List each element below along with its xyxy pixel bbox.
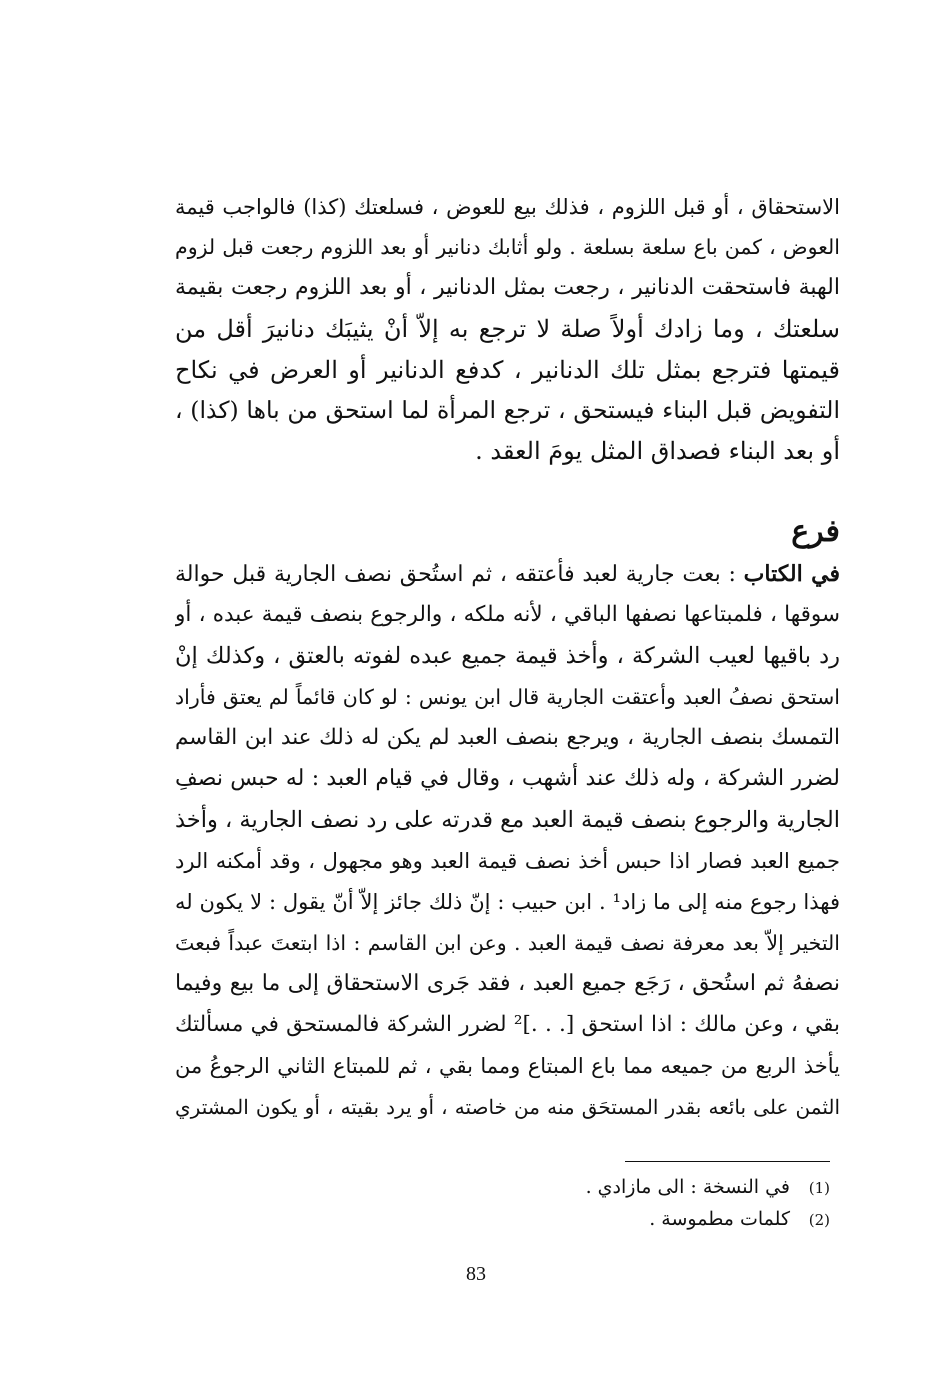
lead-term: في الكتاب (743, 561, 840, 587)
text-line: الهبة فاستحقت الدنانير ، رجعت بمثل الدنانير ، أو بعد اللزوم رجعت بقيمة (175, 275, 840, 300)
text-line: العوض ، كمن باع سلعة بسلعة . ولو أثابك دنانير أو بعد اللزوم رجعت قبل لزوم (175, 235, 840, 259)
text-line: الاستحقاق ، أو قبل اللزوم ، فذلك بيع للعوض ، فسلعتك (كذا) فالواجب قيمة (175, 195, 840, 219)
text-line: التخير إلاّ بعد معرفة نصف قيمة العبد . وعن ابن القاسم : اذا ابتعتَ عبداً فبعتَ (175, 931, 840, 955)
footnote-divider (625, 1161, 830, 1162)
text-line: الجارية والرجوع بنصف قيمة العبد مع قدرته على رد نصف الجارية ، وأخذ (175, 807, 840, 833)
footnote-text: كلمات مطموسة . (649, 1208, 790, 1230)
page-number: 83 (466, 1263, 486, 1285)
text-line: نصفهُ ثم استُحق ، رَجَع جميع العبد ، فقد جَرى الاستحقاق إلى ما بيع وفيما (175, 971, 840, 996)
footnote-number: (1) (808, 1179, 830, 1197)
text-line: سلعتك ، وما زادك أولاً صلة لا ترجع به إلاّ أنْ يثيبَك دنانيرَ أقل من (175, 315, 840, 343)
text-line: قيمتها فترجع بمثل تلك الدنانير ، كدفع الدنانير أو العرض في نكاح (175, 356, 840, 384)
text-line: يأخذ الربع من جميعه مما باع المبتاع ومما بقي ، ثم للمبتاع الثاني الرجوعُ من (175, 1054, 840, 1078)
lead-continuation: : بعت جارية لعبد فأعتقه ، ثم استُحق نصف الجارية قبل حوالة (175, 562, 744, 587)
text-line: استحق نصفُ العبد وأعتقت الجارية قال ابن يونس : لو كان قائماً لم يعتق فأراد (175, 685, 840, 709)
footnote-text: في النسخة : الى مازادي . (585, 1176, 790, 1198)
footnote-2 (510, 1204, 830, 1234)
text-line: فهذا رجوع منه إلى ما زاد¹ . ابن حبيب : إنّ ذلك جائز إلاّ أنّ يقول : لا يكون له (175, 890, 840, 914)
text-line: أو بعد البناء فصداق المثل يومَ العقد . (475, 437, 840, 465)
text-line: بقي ، وعن مالك : اذا استحق [. . .]² لضرر الشركة فالمستحق في مسألتك (175, 1012, 840, 1037)
footnote-number: (2) (808, 1211, 830, 1229)
text-line: التمسك بنصف الجارية ، ويرجع بنصف العبد لم يكن له ذلك عند ابن القاسم (175, 725, 840, 750)
text-line: لضرر الشركة ، وله ذلك عند أشهب ، وقال في قيام العبد : له حبس نصفِ (175, 766, 840, 791)
text-line: رد باقيها لعيب الشركة ، وأخذ قيمة جميع عبده لفوته بالعتق ، وكذلك إنْ (175, 643, 840, 669)
section-heading: فرع (791, 514, 840, 549)
text-line: جميع العبد فصار اذا حبس أخذ نصف قيمة العبد وهو مجهول ، وقد أمكنه الرد (175, 849, 840, 873)
footnote-1 (510, 1172, 830, 1202)
text-line: الثمن على بائعه بقدر المستحَق منه من خاصته ، أو يرد بقيته ، أو يكون المشتري (175, 1095, 840, 1119)
text-line-first (175, 554, 840, 594)
text-line: التفويض قبل البناء فيستحق ، ترجع المرأة لما استحق من باها (كذا) ، (175, 396, 840, 424)
text-line: سوقها ، فلمبتاعها نصفها الباقي ، لأنه ملكه ، والرجوع بنصف قيمة عبده ، أو (175, 602, 840, 627)
